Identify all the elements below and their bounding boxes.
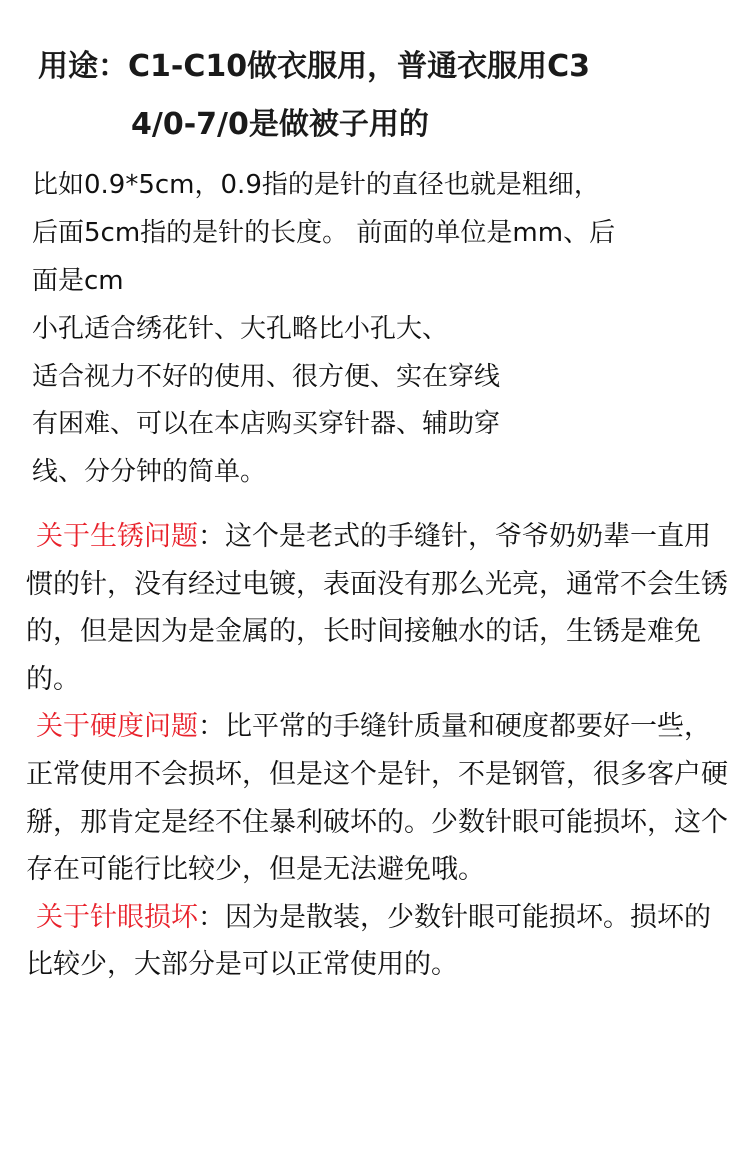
eye-note-label: 关于针眼损坏: [36, 901, 198, 933]
eye-note-text: ：因为是散装，少数针眼可能损坏。损坏的比较少，大部分是可以正常使用的。: [26, 901, 711, 981]
spec-line: 后面5cm指的是针的长度。 前面的单位是mm、后: [32, 218, 616, 248]
notes-section: [26, 513, 736, 989]
spec-line: 适合视力不好的使用、很方便、实在穿线: [32, 362, 501, 392]
hardness-note-text: ：比平常的手缝针质量和硬度都要好一些，正常使用不会损坏，但是这个是针，不是钢管，很多客户硬掰，那肯定是经不住暴利破坏的。少数针眼可能损坏，这个存在可能行比较少，但是无法避免哦。: [26, 711, 728, 886]
spec-line: 比如0.9*5cm，0.9指的是针的直径也就是粗细，: [32, 170, 600, 200]
rust-note: [26, 513, 736, 703]
hardness-note: [26, 703, 736, 893]
rust-note-text: ：这个是老式的手缝针，爷爷奶奶辈一直用惯的针，没有经过电镀，表面没有那么光亮，通常不会生锈的，但是因为是金属的，长时间接触水的话，生锈是难免的。: [26, 521, 728, 695]
eye-note: [26, 894, 736, 989]
spec-line: 小孔适合绣花针、大孔略比小孔大、: [32, 314, 449, 344]
usage-headline-line2: 4/0-7/0是做被子用的: [131, 107, 429, 142]
usage-headline-line1: 用途：C1-C10做衣服用，普通衣服用C3: [38, 49, 590, 84]
spec-line: 有困难、可以在本店购买穿针器、辅助穿: [32, 409, 501, 439]
spec-line: 线、分分钟的简单。: [32, 457, 267, 487]
spec-line: 面是cm: [32, 266, 124, 296]
rust-note-label: 关于生锈问题: [36, 521, 198, 552]
hardness-note-label: 关于硬度问题: [36, 711, 198, 743]
